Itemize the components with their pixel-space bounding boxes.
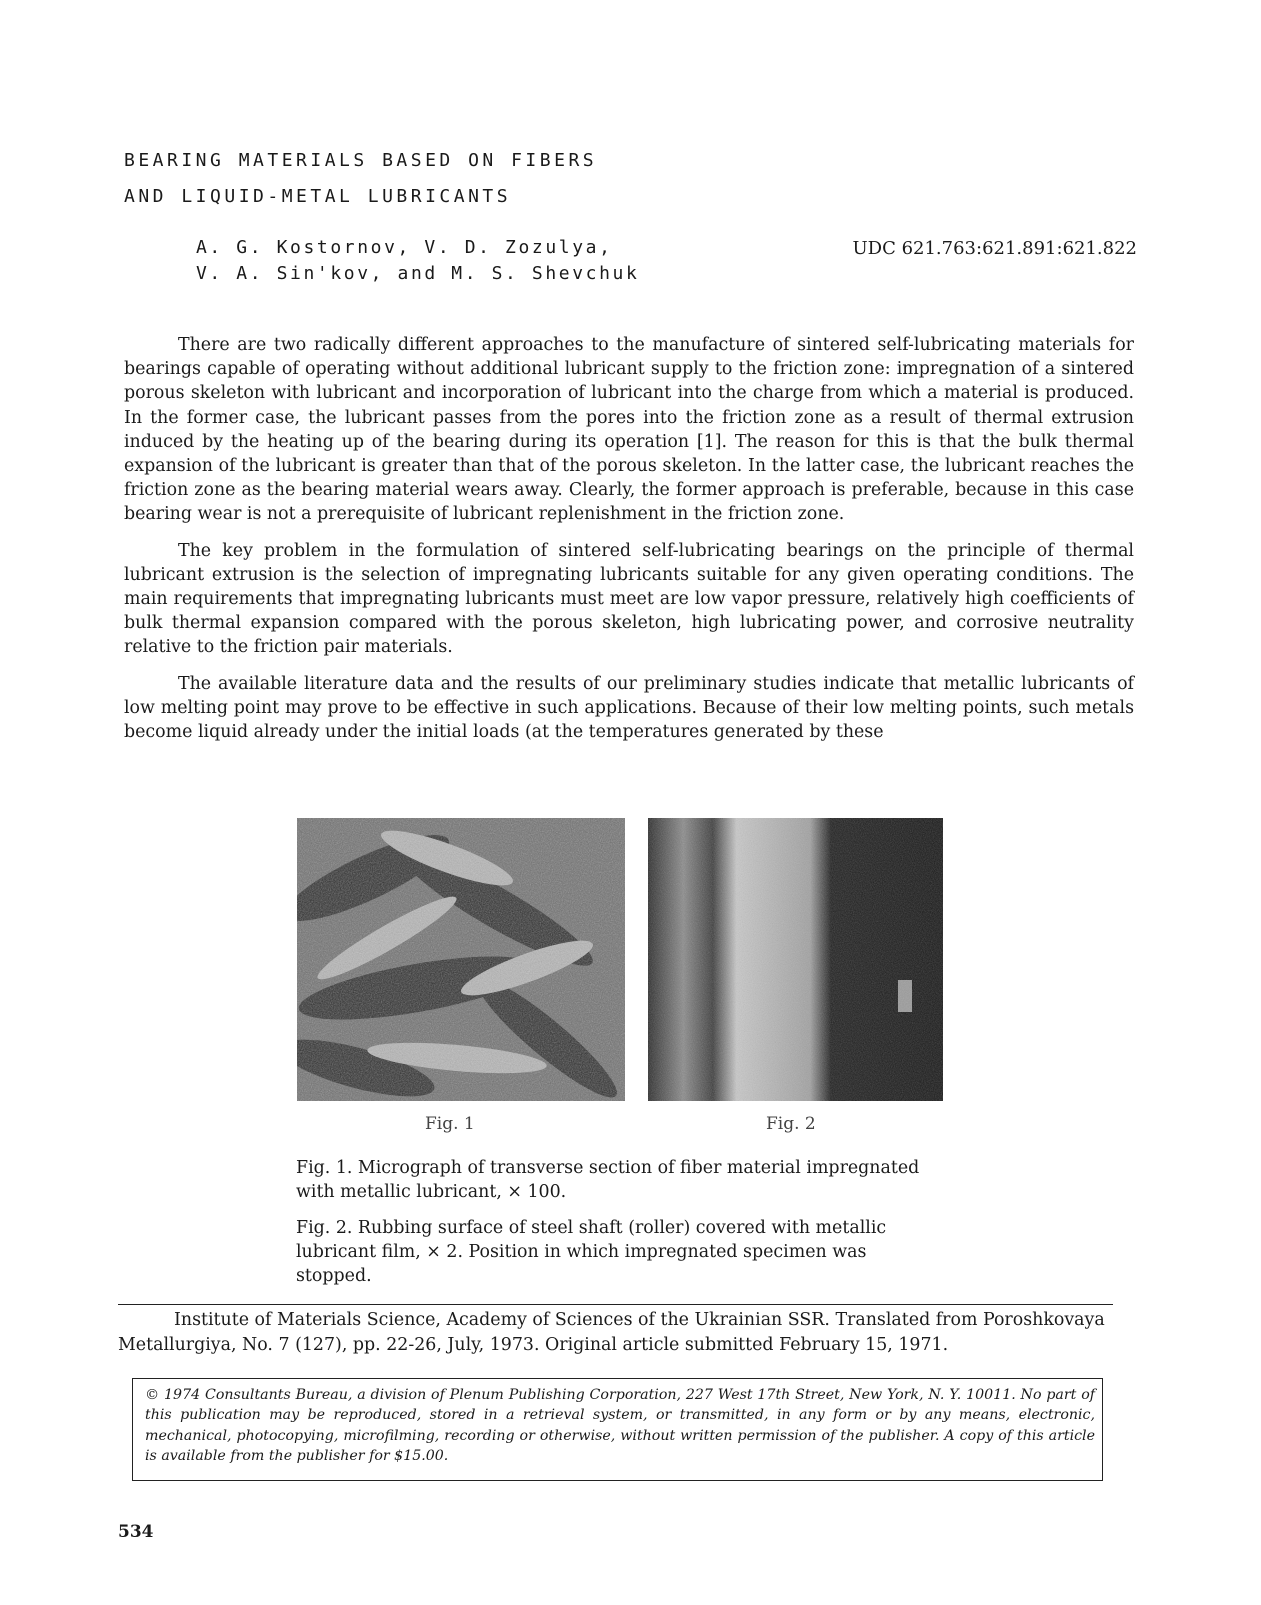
figure-1-caption: Fig. 1. Micrograph of transverse section of fiber material impregnated with metallic lubricant, × 100. xyxy=(296,1158,920,1202)
footnote-divider xyxy=(118,1304,1113,1305)
figure-1-micrograph xyxy=(297,818,625,1101)
copyright-box: © 1974 Consultants Bureau, a division of Plenum Publishing Corporation, 227 West 17th Street, New York, N. Y. 10011. No part of this publication may be reproduced, stored in a retrieval system, or transmitted, in any form or by any means, electronic, mechanical, photocopying, microfilming, recording or otherwise, without written permission of the publisher. A copy of this article is available from the publisher for $15.00. xyxy=(132,1378,1103,1481)
figure-2-shaft-surface xyxy=(648,818,943,1101)
figure-captions xyxy=(296,1156,936,1300)
institute-footnote xyxy=(118,1308,1113,1358)
authors-line-2: V. A. Sin'kov, and M. S. Shevchuk xyxy=(196,263,640,284)
institute-footnote-text: Institute of Materials Science, Academy of Sciences of the Ukrainian SSR. Translated from Poroshkovaya Metallurgiya, No. 7 (127), pp. 22-26, July, 1973. Original article submitted February 15, 1971. xyxy=(118,1310,1105,1355)
figure-2-caption: Fig. 2. Rubbing surface of steel shaft (roller) covered with metallic lubricant film, × 2. Position in which impregnated specimen was stopped. xyxy=(296,1218,887,1286)
authors-line-1: A. G. Kostornov, V. D. Zozulya, xyxy=(196,237,613,258)
udc-code: UDC 621.763:621.891:621.822 xyxy=(852,238,1137,259)
body-paragraph-3: The available literature data and the results of our preliminary studies indicate that metallic lubricants of low melting point may prove to be effective in such applications. Because of their low melting points, such metals become liquid already under the initial loads (at the temperatures generated by these xyxy=(124,673,1134,743)
article-title-line-1: BEARING MATERIALS BASED ON FIBERS xyxy=(124,150,598,171)
article-title-line-2: AND LIQUID-METAL LUBRICANTS xyxy=(124,186,512,207)
page-number: 534 xyxy=(118,1522,154,1542)
figure-2-label: Fig. 2 xyxy=(766,1114,816,1134)
body-paragraph-1: There are two radically different approaches to the manufacture of sintered self-lubricating materials for bearings capable of operating without additional lubricant supply to the friction zone: impregnation of a sintered porous skeleton with lubricant and incorporation of lubricant into the charge from which a material is produced. In the former case, the lubricant passes from the pores into the friction zone as a result of thermal extrusion induced by the heating up of the bearing during its operation [1]. The reason for this is that the bulk thermal expansion of the lubricant is greater than that of the porous skeleton. In the latter case, the lubricant reaches the friction zone as the bearing material wears away. Clearly, the former approach is preferable, because in this case bearing wear is not a prerequisite of lubricant replenishment in the friction zone. xyxy=(124,335,1134,525)
authors xyxy=(196,235,639,287)
article-body xyxy=(124,333,1134,756)
body-paragraph-2: The key problem in the formulation of sintered self-lubricating bearings on the principle of thermal lubricant extrusion is the selection of impregnating lubricants suitable for any given operating conditions. The main requirements that impregnating lubricants must meet are low vapor pressure, relatively high coefficients of bulk thermal expansion compared with the porous skeleton, high lubricating power, and corrosive neutrality relative to the friction pair materials. xyxy=(124,540,1134,658)
figure-1-label: Fig. 1 xyxy=(425,1114,475,1134)
